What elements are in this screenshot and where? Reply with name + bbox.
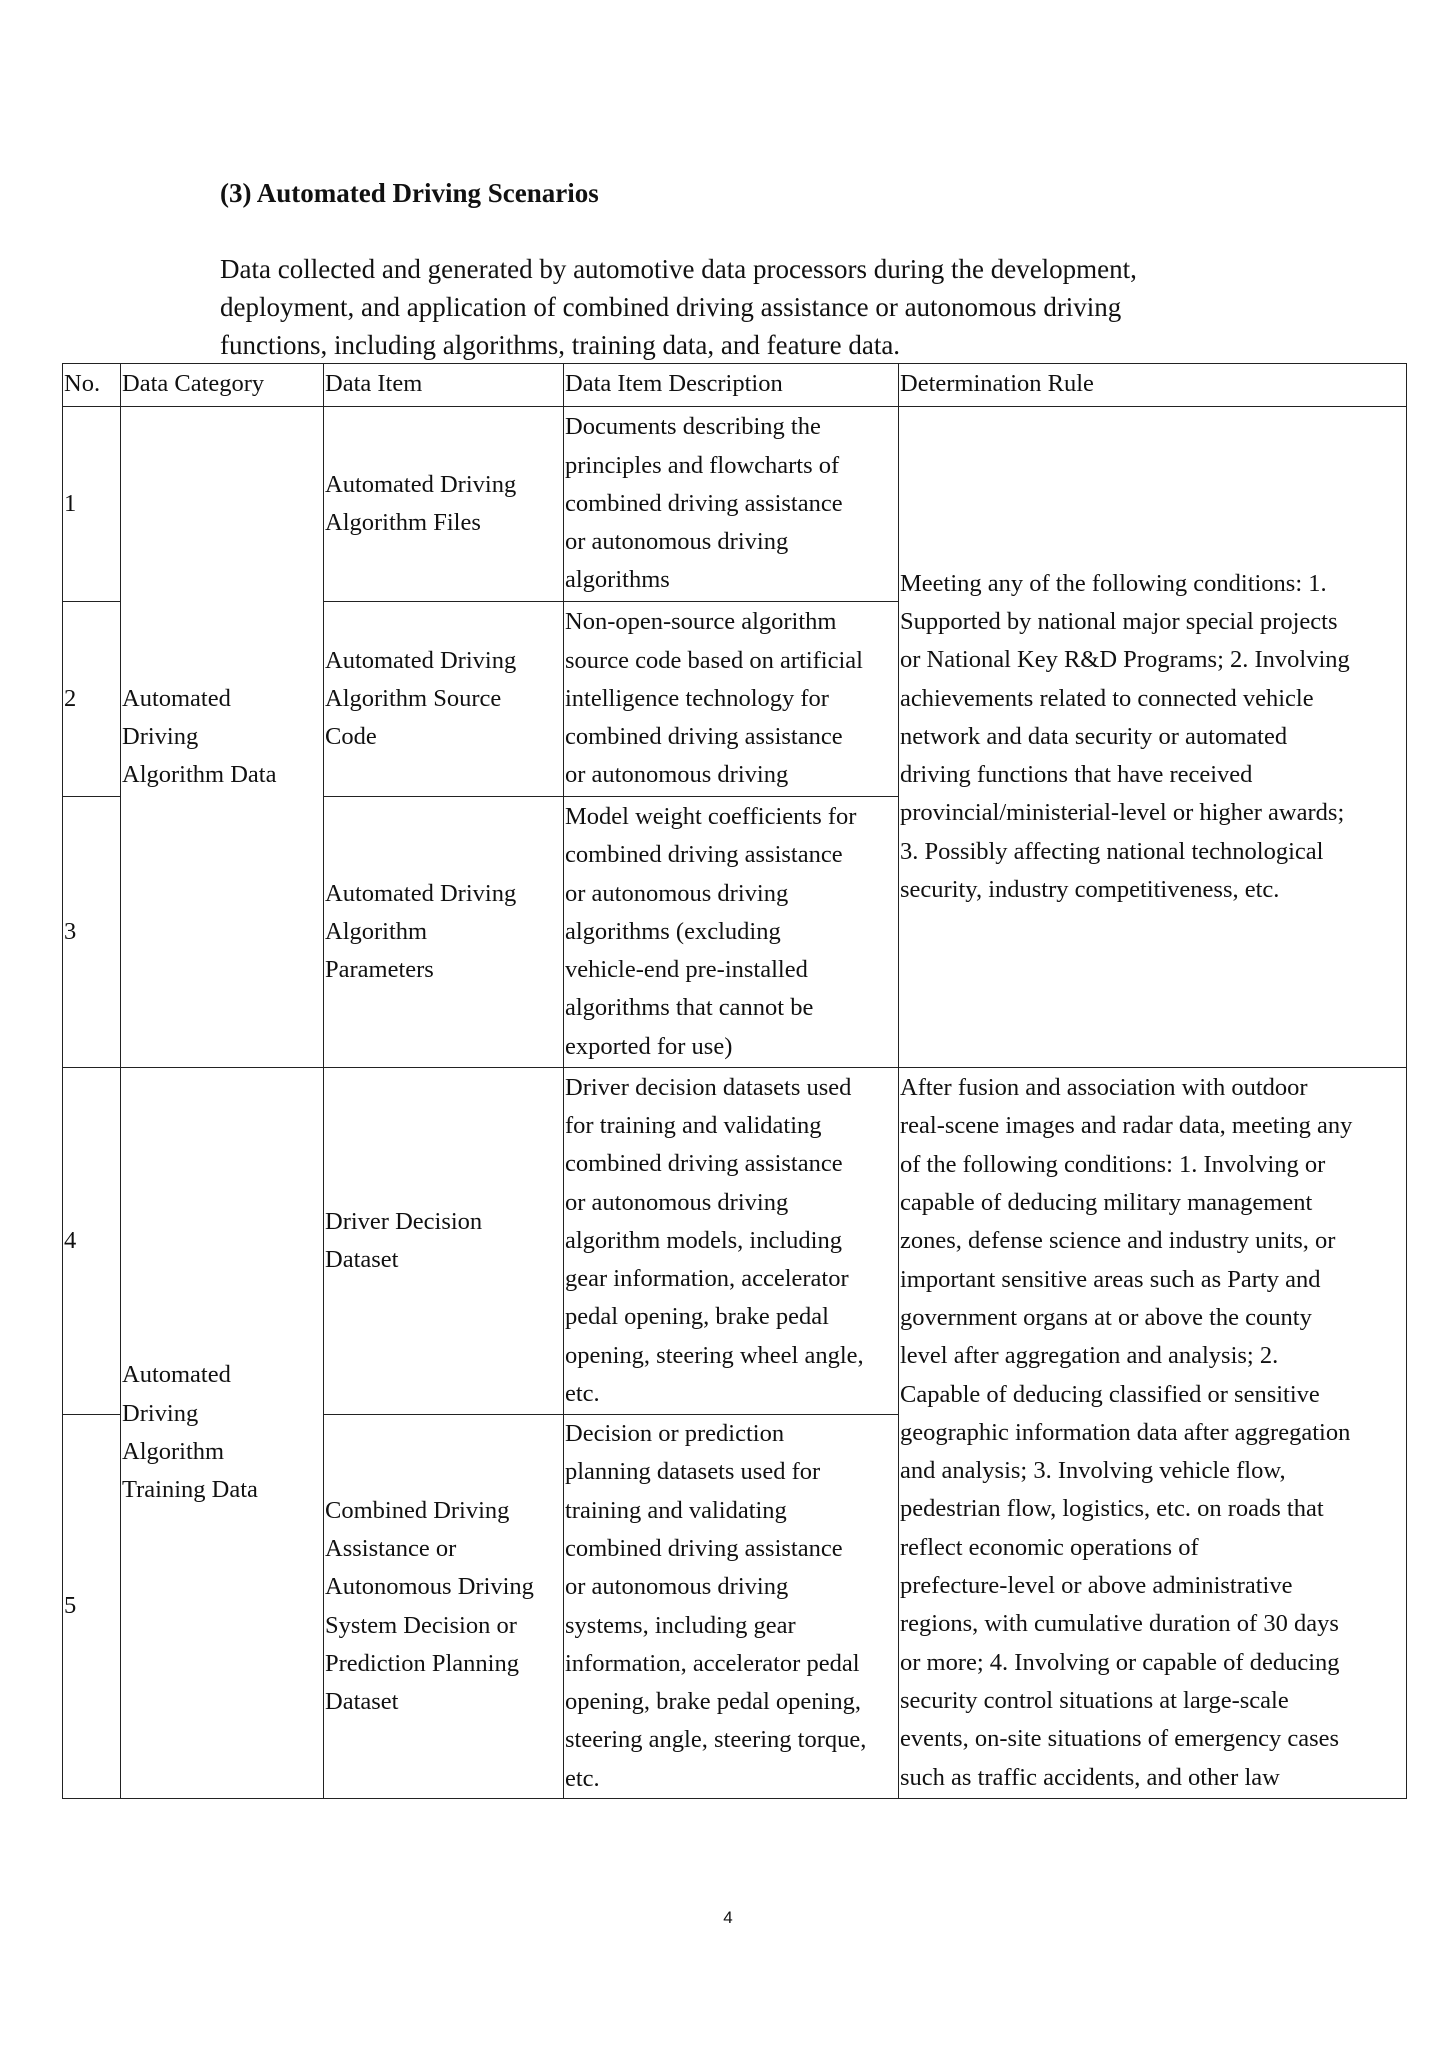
table-row [63, 1068, 1407, 1415]
row-number: 5 [63, 1415, 121, 1799]
header-data-item: Data Item [324, 364, 564, 407]
table-header-row [63, 364, 1407, 407]
row-number: 2 [63, 602, 121, 797]
data-item-description: Documents describing the principles and flowcharts of combined driving assistance or autonomous driving algorithms [564, 407, 899, 602]
data-item: Combined Driving Assistance or Autonomous Driving System Decision or Prediction Planning Dataset [324, 1415, 564, 1799]
table-row [63, 407, 1407, 602]
data-item-description: Model weight coefficients for combined driving assistance or autonomous driving algorithms (excluding vehicle-end pre-installed algorithms that cannot be exported for use) [564, 797, 899, 1068]
data-item-description: Decision or prediction planning datasets used for training and validating combined driving assistance or autonomous driving systems, including gear information, accelerator pedal opening, brake pedal opening, steering angle, steering torque, etc. [564, 1415, 899, 1799]
section-title: (3) Automated Driving Scenarios [220, 178, 599, 208]
header-description: Data Item Description [564, 364, 899, 407]
data-item: Automated Driving Algorithm Source Code [324, 602, 564, 797]
data-item-description: Driver decision datasets used for training and validating combined driving assistance or autonomous driving algorithm models, including gear information, accelerator pedal opening, brake pedal opening, steering wheel angle, etc. [564, 1068, 899, 1415]
data-category: Automated Driving Algorithm Training Data [121, 1068, 324, 1799]
header-determination-rule: Determination Rule [899, 364, 1407, 407]
data-item: Driver Decision Dataset [324, 1068, 564, 1415]
determination-rule: After fusion and association with outdoor real-scene images and radar data, meeting any of the following conditions: 1. Involving or capable of deducing military management zones, defense science and industry units, or important sensitive areas such as Party and government organs at or above the county level after aggregation and analysis; 2. Capable of deducing classified or sensitive geographic information data after aggregation and analysis; 3. Involving vehicle flow, pedestrian flow, logistics, etc. on roads that reflect economic operations of prefecture-level or above administrative regions, with cumulative duration of 30 days or more; 4. Involving or capable of deducing security control situations at large-scale events, on-site situations of emergency cases such as traffic accidents, and other law [899, 1068, 1407, 1799]
determination-rule: Meeting any of the following conditions: 1. Supported by national major special projects or National Key R&D Programs; 2. Involving achievements related to connected vehicle network and data security or automated driving functions that have received provincial/ministerial-level or higher awards; 3. Possibly affecting national technological security, industry competitiveness, etc. [899, 407, 1407, 1068]
data-classification-table [62, 363, 1407, 1799]
data-item: Automated Driving Algorithm Parameters [324, 797, 564, 1068]
header-no: No. [63, 364, 121, 407]
row-number: 3 [63, 797, 121, 1068]
page-number: 4 [723, 1908, 733, 1927]
data-item: Automated Driving Algorithm Files [324, 407, 564, 602]
data-category: Automated Driving Algorithm Data [121, 407, 324, 1068]
row-number: 1 [63, 407, 121, 602]
header-data-category: Data Category [121, 364, 324, 407]
intro-paragraph: Data collected and generated by automotive data processors during the development, deployment, and application of combined driving assistance or autonomous driving functions, including algorithms, training data, and feature data. [220, 254, 1137, 360]
data-item-description: Non-open-source algorithm source code based on artificial intelligence technology for combined driving assistance or autonomous driving [564, 602, 899, 797]
row-number: 4 [63, 1068, 121, 1415]
